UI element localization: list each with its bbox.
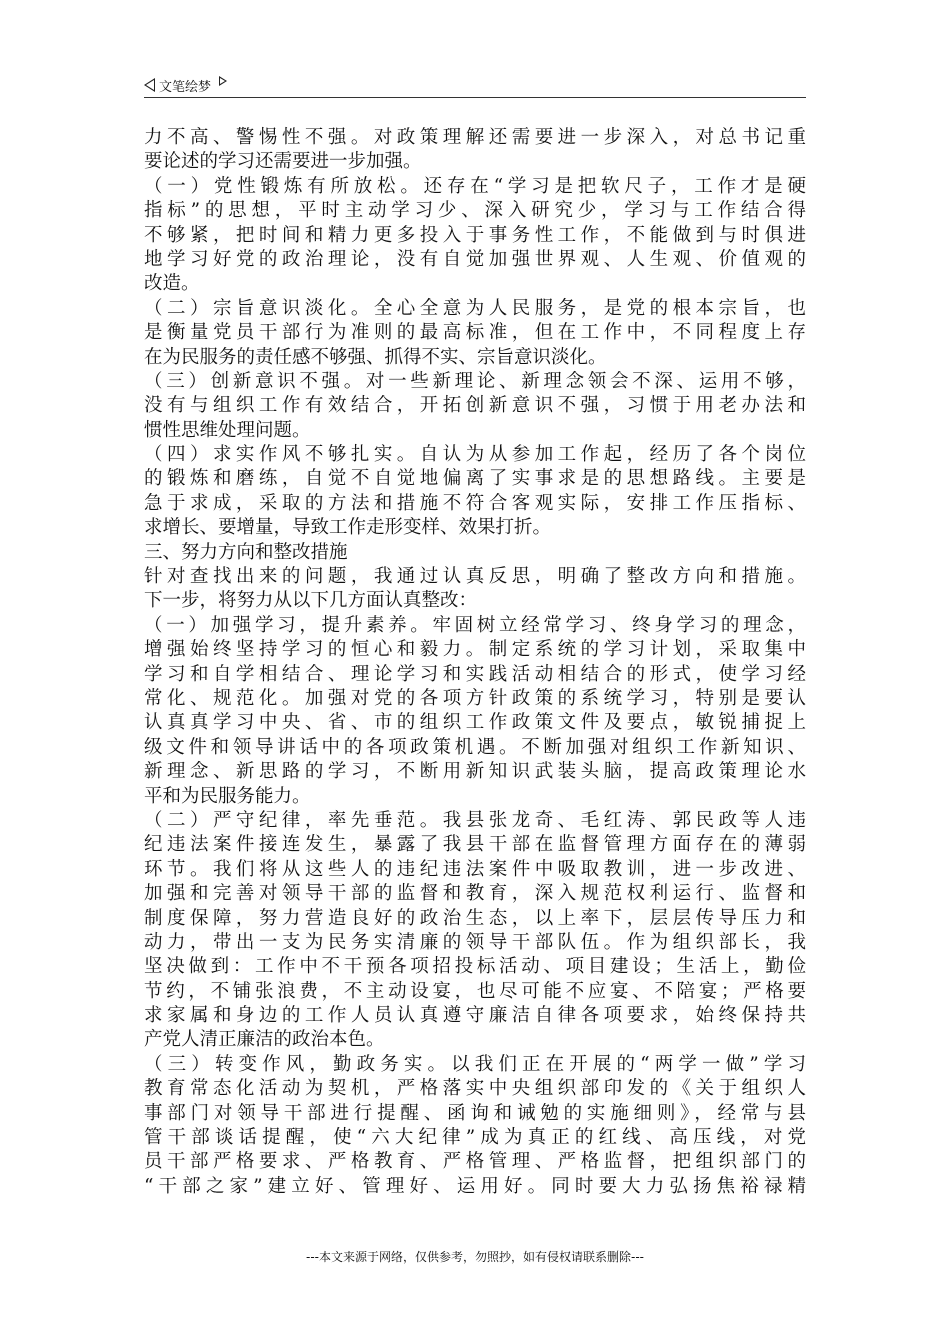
text-line: （三）转变作风，勤政务实。以我们正在开展的“两学一做”学习 (144, 1053, 806, 1075)
text-line: 在为民服务的责任感不够强、抓得不实、宗旨意识淡化。 (144, 346, 607, 368)
text-line: 求增长、要增量，导致工作走形变样、效果打折。 (144, 517, 552, 539)
text-line: “干部之家”建立好、管理好、运用好。同时要大力弘扬焦裕禄精 (144, 1175, 806, 1197)
text-line: 不够紧，把时间和精力更多投入于事务性工作，不能做到与时俱进 (144, 224, 806, 246)
text-line: （二）严守纪律，率先垂范。我县张龙奇、毛红涛、郭民政等人违 (144, 809, 806, 831)
text-line: 惯性思维处理问题。 (144, 419, 311, 441)
text-line: 教育常态化活动为契机，严格落实中央组织部印发的《关于组织人 (144, 1078, 806, 1100)
text-line: 员干部严格要求、严格教育、严格管理、严格监督，把组织部门的 (144, 1151, 806, 1173)
header-divider (144, 97, 806, 98)
text-line: 新理念、新思路的学习，不断用新知识武装头脑，提高政策理论水 (144, 761, 806, 783)
text-line: （三）创新意识不强。对一些新理论、新理念领会不深、运用不够， (144, 370, 806, 392)
text-line: 地学习好党的政治理论，没有自觉加强世界观、人生观、价值观的 (144, 248, 806, 270)
text-line: （一）加强学习，提升素养。牢固树立经常学习、终身学习的理念， (144, 614, 806, 636)
text-line: 的锻炼和磨练，自觉不自觉地偏离了实事求是的思想路线。主要是 (144, 468, 806, 490)
text-line: 下一步，将努力从以下几方面认真整改： (144, 590, 478, 612)
text-line: 指标”的思想，平时主动学习少、深入研究少，学习与工作结合得 (144, 200, 806, 222)
text-line: 学习和自学相结合、理论学习和实践活动相结合的形式，使学习经 (144, 663, 806, 685)
header-title: 文笔绘梦 (159, 79, 212, 95)
triangle-right-icon (219, 76, 227, 86)
text-line: 求家属和身边的工作人员认真遵守廉洁自律各项要求，始终保持共 (144, 1005, 806, 1027)
text-line: （一）党性锻炼有所放松。还存在“学习是把软尺子，工作才是硬 (144, 175, 806, 197)
text-line: 制度保障，努力营造良好的政治生态，以上率下，层层传导压力和 (144, 907, 806, 929)
text-line: 节约，不铺张浪费，不主动设宴，也尽可能不应宴、不陪宴；严格要 (144, 980, 806, 1002)
text-line: 级文件和领导讲话中的各项政策机遇。不断加强对组织工作新知识、 (144, 736, 806, 758)
text-line: 是衡量党员干部行为准则的最高标准，但在工作中，不同程度上存 (144, 322, 806, 344)
text-line: 常化、规范化。加强对党的各项方针政策的系统学习，特别是要认 (144, 687, 806, 709)
text-line: 增强始终坚持学习的恒心和毅力。制定系统的学习计划，采取集中 (144, 639, 806, 661)
text-line: 产党人清正廉洁的政治本色。 (144, 1029, 385, 1051)
text-line: 动力，带出一支为民务实清廉的领导干部队伍。作为组织部长，我 (144, 931, 806, 953)
text-line: 纪违法案件接连发生，暴露了我县干部在监督管理方面存在的薄弱 (144, 834, 806, 856)
text-line: 没有与组织工作有效结合，开拓创新意识不强，习惯于用老办法和 (144, 395, 806, 417)
page-header (144, 74, 806, 96)
text-line: 坚决做到：工作中不干预各项招投标活动、项目建设；生活上，勤俭 (144, 956, 806, 978)
text-line: （四）求实作风不够扎实。自认为从参加工作起，经历了各个岗位 (144, 444, 806, 466)
text-line: 改造。 (144, 273, 200, 295)
text-line: （二）宗旨意识淡化。全心全意为人民服务，是党的根本宗旨，也 (144, 297, 806, 319)
text-line: 平和为民服务能力。 (144, 785, 311, 807)
text-line: 力不高、警惕性不强。对政策理解还需要进一步深入，对总书记重 (144, 127, 806, 148)
text-line: 环节。我们将从这些人的违纪违法案件中吸取教训，进一步改进、 (144, 858, 806, 880)
text-line: 事部门对领导干部进行提醒、函询和诫勉的实施细则》，经常与县 (144, 1102, 806, 1124)
text-line: 要论述的学习还需要进一步加强。 (144, 151, 422, 173)
text-line: 急于求成，采取的方法和措施不符合客观实际，安排工作压指标、 (144, 492, 806, 514)
text-line: 加强和完善对领导干部的监督和教育，深入规范权利运行、监督和 (144, 883, 806, 905)
text-line: 针对查找出来的问题，我通过认真反思，明确了整改方向和措施。 (144, 566, 806, 588)
text-line: 认真真学习中央、省、市的组织工作政策文件及要点，敏锐捕捉上 (144, 712, 806, 734)
text-line: 三、努力方向和整改措施 (144, 541, 348, 563)
document-body (144, 126, 806, 1199)
page-footer: ---本文来源于网络，仅供参考，勿照抄，如有侵权请联系删除--- (306, 1250, 644, 1264)
triangle-left-icon (144, 78, 155, 92)
text-line: 管干部谈话提醒，使“六大纪律”成为真正的红线、高压线，对党 (144, 1127, 806, 1149)
